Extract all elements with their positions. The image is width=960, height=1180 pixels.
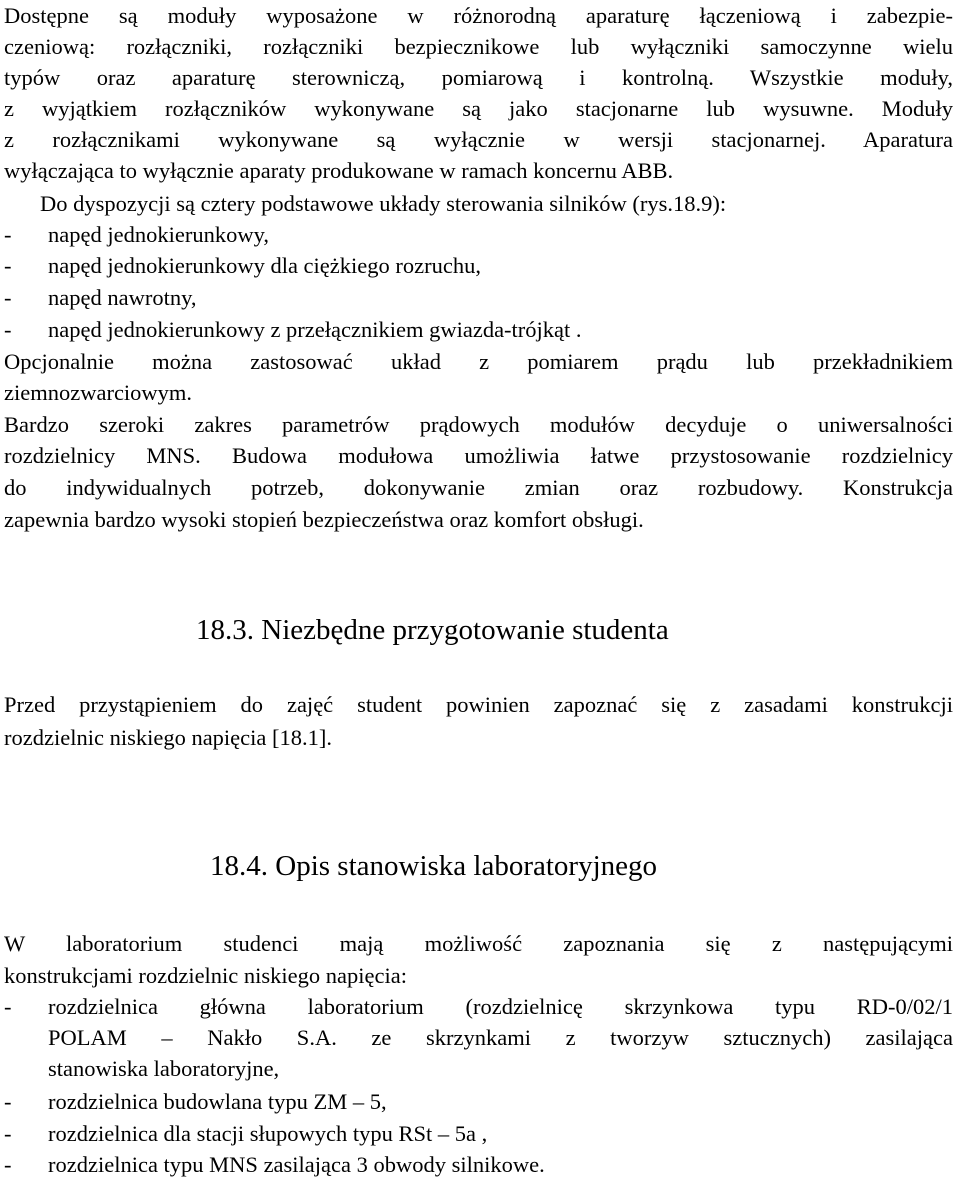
- list-item-text: rozdzielnica główna laboratorium (rozdzielnicę skrzynkowa typu RD-0/02/1: [48, 994, 953, 1019]
- text-line: W laboratorium studenci mają możliwość zapoznania się z następującymi: [4, 931, 953, 956]
- list-item-text: napęd nawrotny,: [48, 285, 197, 310]
- list-dash: -: [4, 1152, 12, 1177]
- list-item-text: napęd jednokierunkowy z przełącznikiem gwiazda-trójkąt .: [48, 317, 582, 342]
- list-item-text: rozdzielnica budowlana typu ZM – 5,: [48, 1089, 387, 1114]
- text-line: typów oraz aparaturę sterowniczą, pomiarową i kontrolną. Wszystkie moduły,: [4, 65, 953, 90]
- text-line: czeniową: rozłączniki, rozłączniki bezpiecznikowe lub wyłączniki samoczynne wielu: [4, 34, 953, 59]
- text-line: Opcjonalnie można zastosować układ z pomiarem prądu lub przekładnikiem: [4, 349, 953, 374]
- list-dash: -: [4, 317, 12, 342]
- list-item-text: rozdzielnica dla stacji słupowych typu RSt – 5a ,: [48, 1121, 488, 1146]
- text-line: z wyjątkiem rozłączników wykonywane są jako stacjonarne lub wysuwne. Moduły: [4, 96, 953, 121]
- control-intro: Do dyspozycji są cztery podstawowe układy sterowania silników (rys.18.9):: [40, 191, 727, 216]
- text-line: konstrukcjami rozdzielnic niskiego napięcia:: [4, 963, 407, 988]
- text-line: zapewnia bardzo wysoki stopień bezpieczeństwa oraz komfort obsługi.: [4, 507, 644, 532]
- text-line: Bardzo szeroki zakres parametrów prądowych modułów decyduje o uniwersalności: [4, 412, 953, 437]
- list-item-text: rozdzielnica typu MNS zasilająca 3 obwody silnikowe.: [48, 1152, 545, 1177]
- list-dash: -: [4, 222, 12, 247]
- list-dash: -: [4, 1089, 12, 1114]
- list-dash: -: [4, 285, 12, 310]
- text-line: wyłączająca to wyłącznie aparaty produkowane w ramach koncernu ABB.: [4, 158, 674, 183]
- section-heading-18-3: 18.3. Niezbędne przygotowanie studenta: [196, 614, 669, 646]
- text-line: z rozłącznikami wykonywane są wyłącznie w wersji stacjonarnej. Aparatura: [4, 127, 953, 152]
- text-line: rozdzielnic niskiego napięcia [18.1].: [4, 725, 332, 750]
- list-item-text: POLAM – Nakło S.A. ze skrzynkami z tworzyw sztucznych) zasilająca: [48, 1025, 953, 1050]
- list-dash: -: [4, 1121, 12, 1146]
- text-line: rozdzielnicy MNS. Budowa modułowa umożliwia łatwe przystosowanie rozdzielnicy: [4, 443, 953, 468]
- list-item-text: napęd jednokierunkowy,: [48, 222, 269, 247]
- text-line: Dostępne są moduły wyposażone w różnorodną aparaturę łączeniową i zabezpie-: [4, 3, 953, 28]
- list-dash: -: [4, 253, 12, 278]
- text-line: ziemnozwarciowym.: [4, 380, 193, 405]
- section-heading-18-4: 18.4. Opis stanowiska laboratoryjnego: [210, 850, 658, 882]
- list-dash: -: [4, 994, 12, 1019]
- list-item-text: stanowiska laboratoryjne,: [48, 1056, 280, 1081]
- list-item-text: napęd jednokierunkowy dla ciężkiego rozruchu,: [48, 253, 481, 278]
- text-line: Przed przystąpieniem do zajęć student powinien zapoznać się z zasadami konstrukcji: [4, 692, 953, 717]
- text-line: do indywidualnych potrzeb, dokonywanie zmian oraz rozbudowy. Konstrukcja: [4, 475, 953, 500]
